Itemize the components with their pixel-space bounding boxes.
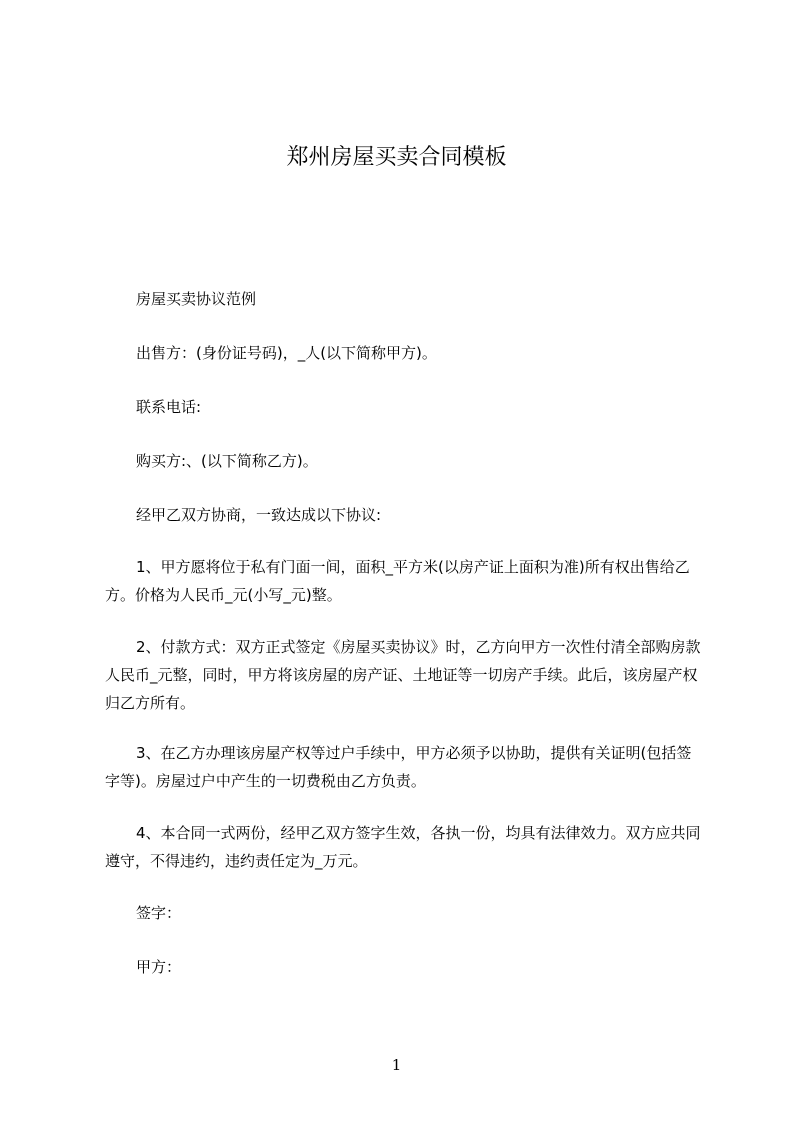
paragraph-agreement-intro: 经甲乙双方协商，一致达成以下协议:: [136, 506, 382, 524]
clause-1: 1、甲方愿将位于私有门面一间，面积_平方米(以房产证上面积为准)所有权出售给乙方。价格为人民币_元(小写_元)整。: [105, 558, 690, 604]
paragraph-seller: 出售方：(身份证号码)，_人(以下简称甲方)。: [136, 344, 437, 362]
paragraph-agreement-sample: 房屋买卖协议范例: [136, 290, 257, 308]
clause-3: 3、在乙方办理该房屋产权等过户手续中，甲方必须予以协助，提供有关证明(包括签字等)。房屋过户中产生的一切费税由乙方负责。: [105, 744, 692, 790]
paragraph-contact-phone: 联系电话:: [136, 398, 202, 416]
party-a-label: 甲方：: [136, 958, 182, 976]
document-title: 郑州房屋买卖合同模板: [286, 145, 507, 170]
signature-label: 签字：: [136, 904, 182, 922]
clause-4: 4、本合同一式两份，经甲乙双方签字生效，各执一份，均具有法律效力。双方应共同遵守，不得违约，违约责任定为_万元。: [105, 824, 701, 870]
paragraph-buyer: 购买方:、(以下简称乙方)。: [136, 452, 318, 470]
page-number: 1: [391, 1056, 402, 1074]
clause-2: 2、付款方式：双方正式签定《房屋买卖协议》时，乙方向甲方一次性付清全部购房款人民币_元整，同时，甲方将该房屋的房产证、土地证等一切房产手续。此后，该房屋产权归乙方所有。: [105, 638, 701, 712]
